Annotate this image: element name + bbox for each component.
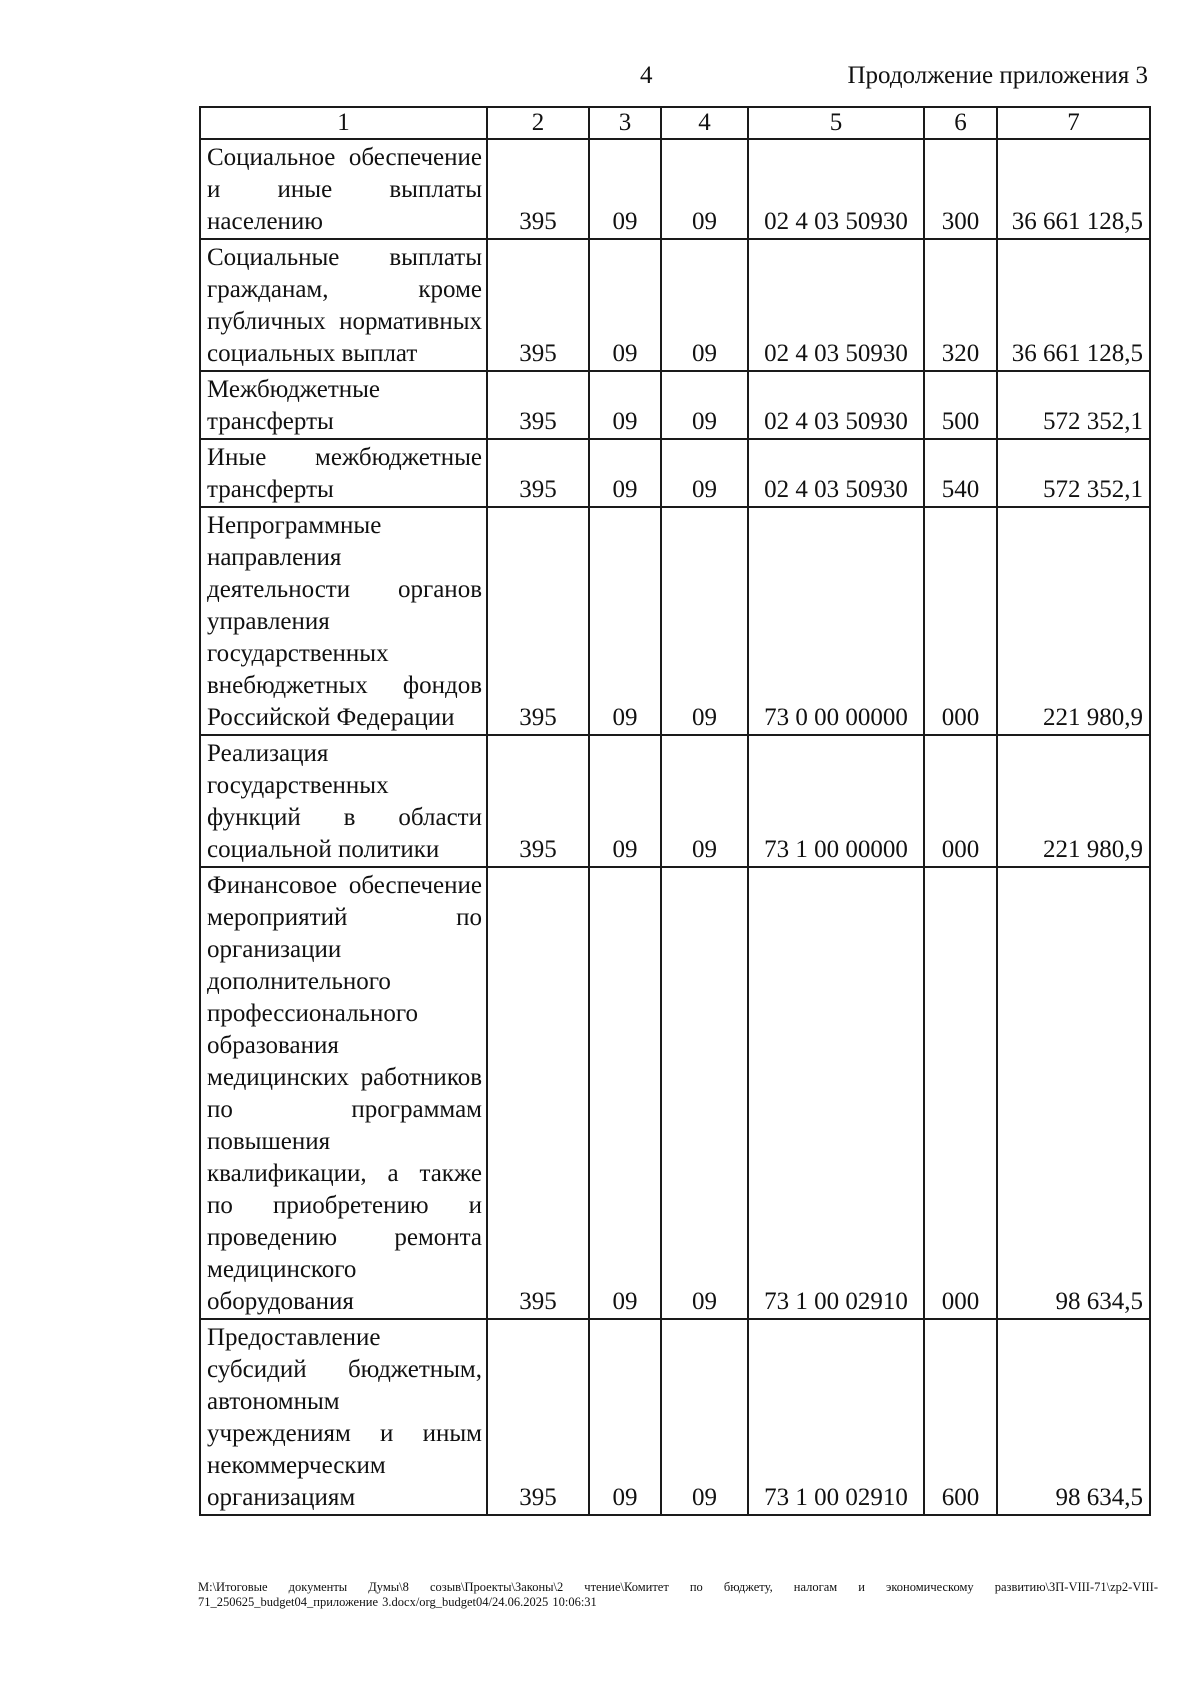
cell-col6: 000 <box>924 867 997 1319</box>
cell-col7: 221 980,9 <box>997 507 1150 735</box>
row-name: Социальное обеспечение и иные выплаты населению <box>200 139 487 239</box>
table-row <box>200 735 1150 867</box>
table-row <box>200 371 1150 439</box>
table-row <box>200 507 1150 735</box>
column-header-7: 7 <box>997 107 1150 139</box>
cell-col5: 73 0 00 00000 <box>748 507 924 735</box>
row-name: Социальные выплаты гражданам, кроме публичных нормативных социальных выплат <box>200 239 487 371</box>
row-name: Непрограммные направления деятельности органов управления государственных внебюджетных фондов Российской Федерации <box>200 507 487 735</box>
cell-col7: 36 661 128,5 <box>997 139 1150 239</box>
header-row <box>200 107 1150 139</box>
cell-col5: 02 4 03 50930 <box>748 439 924 507</box>
cell-col6: 600 <box>924 1319 997 1515</box>
cell-col5: 73 1 00 00000 <box>748 735 924 867</box>
budget-table <box>199 106 1151 1516</box>
cell-col5: 02 4 03 50930 <box>748 139 924 239</box>
cell-col2: 395 <box>487 867 589 1319</box>
cell-col3: 09 <box>589 371 661 439</box>
row-name: Иные межбюджетные трансферты <box>200 439 487 507</box>
column-header-6: 6 <box>924 107 997 139</box>
cell-col5: 02 4 03 50930 <box>748 239 924 371</box>
table-row <box>200 867 1150 1319</box>
cell-col4: 09 <box>661 867 748 1319</box>
cell-col5: 73 1 00 02910 <box>748 867 924 1319</box>
cell-col7: 98 634,5 <box>997 1319 1150 1515</box>
cell-col4: 09 <box>661 1319 748 1515</box>
cell-col2: 395 <box>487 735 589 867</box>
column-header-2: 2 <box>487 107 589 139</box>
cell-col4: 09 <box>661 239 748 371</box>
cell-col4: 09 <box>661 735 748 867</box>
cell-col2: 395 <box>487 507 589 735</box>
cell-col7: 572 352,1 <box>997 439 1150 507</box>
table-header <box>200 107 1150 139</box>
cell-col7: 572 352,1 <box>997 371 1150 439</box>
cell-col3: 09 <box>589 139 661 239</box>
cell-col5: 73 1 00 02910 <box>748 1319 924 1515</box>
cell-col4: 09 <box>661 507 748 735</box>
cell-col3: 09 <box>589 867 661 1319</box>
cell-col5: 02 4 03 50930 <box>748 371 924 439</box>
cell-col7: 221 980,9 <box>997 735 1150 867</box>
cell-col3: 09 <box>589 507 661 735</box>
table-row <box>200 439 1150 507</box>
cell-col4: 09 <box>661 439 748 507</box>
cell-col4: 09 <box>661 371 748 439</box>
cell-col3: 09 <box>589 439 661 507</box>
cell-col6: 000 <box>924 507 997 735</box>
document-file-path: M:\Итоговые документы Думы\8 созыв\Проекты\Законы\2 чтение\Комитет по бюджету, налогам и экономическому развитию\ЗП-VIII-71\zp2-VIII-71_250625_budget04_приложение 3.docx/org_budget04/24.06.2025 10:06:31 <box>198 1580 1158 1609</box>
row-name: Межбюджетные трансферты <box>200 371 487 439</box>
row-name: Финансовое обеспечение мероприятий по организации дополнительного профессионального образования медицинских работников по программам повышения квалификации, а также по приобретению и проведению ремонта медицинского оборудования <box>200 867 487 1319</box>
cell-col3: 09 <box>589 735 661 867</box>
cell-col6: 000 <box>924 735 997 867</box>
cell-col6: 300 <box>924 139 997 239</box>
cell-col2: 395 <box>487 139 589 239</box>
appendix-caption: Продолжение приложения 3 <box>847 62 1148 89</box>
cell-col6: 540 <box>924 439 997 507</box>
cell-col3: 09 <box>589 1319 661 1515</box>
column-header-1: 1 <box>200 107 487 139</box>
cell-col7: 98 634,5 <box>997 867 1150 1319</box>
page-number: 4 <box>640 62 653 89</box>
cell-col6: 500 <box>924 371 997 439</box>
row-name: Реализация государственных функций в области социальной политики <box>200 735 487 867</box>
table-row <box>200 239 1150 371</box>
table-row <box>200 139 1150 239</box>
cell-col3: 09 <box>589 239 661 371</box>
table-row <box>200 1319 1150 1515</box>
row-name: Предоставление субсидий бюджетным, автономным учреждениям и иным некоммерческим организациям <box>200 1319 487 1515</box>
column-header-4: 4 <box>661 107 748 139</box>
cell-col7: 36 661 128,5 <box>997 239 1150 371</box>
table-body <box>200 139 1150 1515</box>
column-header-3: 3 <box>589 107 661 139</box>
cell-col6: 320 <box>924 239 997 371</box>
cell-col2: 395 <box>487 439 589 507</box>
column-header-5: 5 <box>748 107 924 139</box>
cell-col4: 09 <box>661 139 748 239</box>
cell-col2: 395 <box>487 1319 589 1515</box>
cell-col2: 395 <box>487 239 589 371</box>
cell-col2: 395 <box>487 371 589 439</box>
